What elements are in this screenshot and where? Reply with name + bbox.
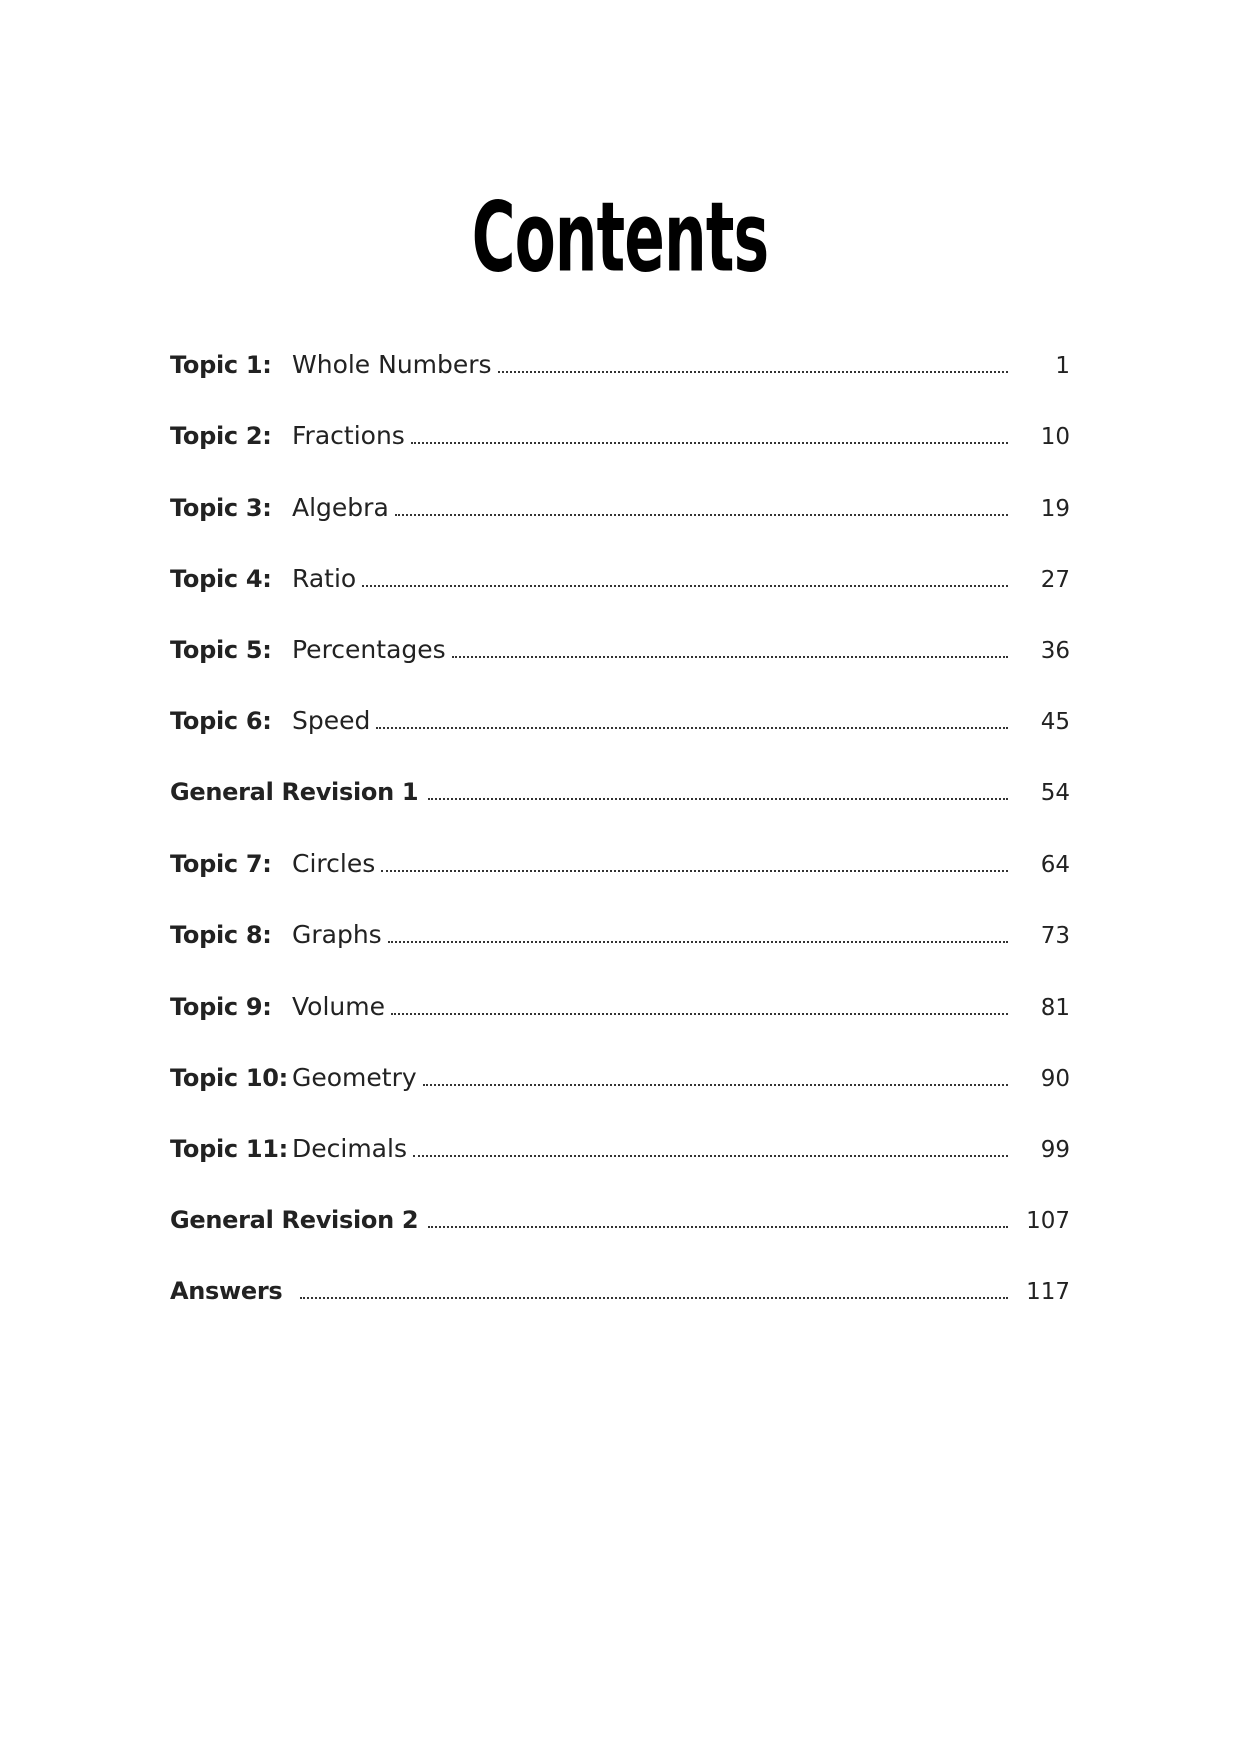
toc-entry-name: Algebra: [292, 492, 389, 522]
dot-leader: [413, 1155, 1008, 1157]
dot-leader: [381, 870, 1008, 872]
toc-entry-label: Topic 9:: [170, 992, 272, 1021]
dot-leader: [452, 656, 1008, 658]
dot-leader: [376, 727, 1008, 729]
toc-entry-topic-10[interactable]: [170, 1062, 1070, 1136]
toc-entry-general-revision-2[interactable]: [170, 1205, 1070, 1279]
toc-entry-name: Geometry: [292, 1062, 417, 1092]
toc-entry-page: 73: [1040, 923, 1070, 950]
page-title: [0, 181, 1241, 294]
toc-entry-name: Percentages: [292, 635, 446, 665]
toc-entry-answers[interactable]: [170, 1276, 1070, 1350]
toc-entry-topic-1[interactable]: [170, 352, 1070, 423]
toc-entry-label: Topic 10:: [170, 1063, 288, 1092]
toc-entry-label: Topic 6:: [170, 707, 272, 736]
toc-entry-topic-8[interactable]: [170, 922, 1070, 993]
toc-entry-page: 99: [1040, 1137, 1070, 1164]
toc-entry-page: 117: [1026, 1278, 1070, 1305]
toc-entry-page: 54: [1040, 779, 1070, 806]
toc-entry-label: Topic 3:: [170, 493, 272, 522]
toc-entry-label: Topic 7:: [170, 850, 272, 879]
toc-entry-name: Fractions: [292, 421, 405, 451]
dot-leader: [391, 1013, 1008, 1015]
toc-entry-label: Topic 5:: [170, 636, 272, 665]
toc-entry-topic-3[interactable]: [170, 492, 1070, 566]
dot-leader: [498, 371, 1008, 373]
dot-leader: [411, 442, 1008, 444]
toc-entry-topic-5[interactable]: [170, 637, 1070, 708]
toc-entry-topic-6[interactable]: [170, 708, 1070, 779]
toc-entry-name: Volume: [292, 991, 385, 1021]
page-title-text: Contents: [472, 181, 769, 294]
toc-entry-page: 27: [1040, 566, 1070, 593]
table-of-contents: [170, 352, 1070, 1350]
toc-entry-page: 81: [1040, 994, 1070, 1021]
toc-entry-name: Decimals: [292, 1134, 407, 1164]
dot-leader: [428, 1226, 1008, 1228]
toc-entry-name: Ratio: [292, 563, 357, 593]
toc-entry-topic-4[interactable]: [170, 563, 1070, 637]
toc-entry-label: Topic 1:: [170, 351, 272, 379]
toc-entry-page: 45: [1040, 709, 1070, 736]
dot-leader: [428, 798, 1008, 800]
toc-entry-general-revision-1[interactable]: [170, 777, 1070, 851]
toc-entry-page: 107: [1026, 1207, 1070, 1234]
toc-entry-topic-7[interactable]: [170, 851, 1070, 922]
toc-entry-page: 10: [1040, 424, 1070, 451]
toc-entry-name: Speed: [292, 706, 371, 736]
toc-entry-name: Circles: [292, 849, 376, 879]
toc-entry-topic-11[interactable]: [170, 1136, 1070, 1207]
dot-leader: [388, 941, 1008, 943]
toc-entry-topic-9[interactable]: [170, 991, 1070, 1065]
toc-entry-page: 36: [1040, 638, 1070, 665]
toc-entry-label: Topic 2:: [170, 422, 272, 451]
toc-entry-name: Whole Numbers: [292, 350, 492, 379]
dot-leader: [395, 514, 1008, 516]
toc-entry-label: Topic 8:: [170, 921, 272, 950]
dot-leader: [423, 1084, 1008, 1086]
toc-entry-page: 19: [1040, 495, 1070, 522]
dot-leader: [300, 1297, 1008, 1299]
toc-entry-page: 90: [1040, 1065, 1070, 1092]
toc-entry-label: General Revision 1: [170, 777, 419, 806]
toc-entry-label: Answers: [170, 1276, 283, 1305]
toc-entry-name: Graphs: [292, 920, 382, 950]
toc-entry-label: General Revision 2: [170, 1205, 419, 1234]
toc-entry-page: 64: [1040, 852, 1070, 879]
toc-entry-topic-2[interactable]: [170, 423, 1070, 494]
toc-entry-page: 1: [1055, 353, 1070, 379]
toc-entry-label: Topic 4:: [170, 564, 272, 593]
toc-entry-label: Topic 11:: [170, 1135, 288, 1164]
dot-leader: [362, 585, 1008, 587]
